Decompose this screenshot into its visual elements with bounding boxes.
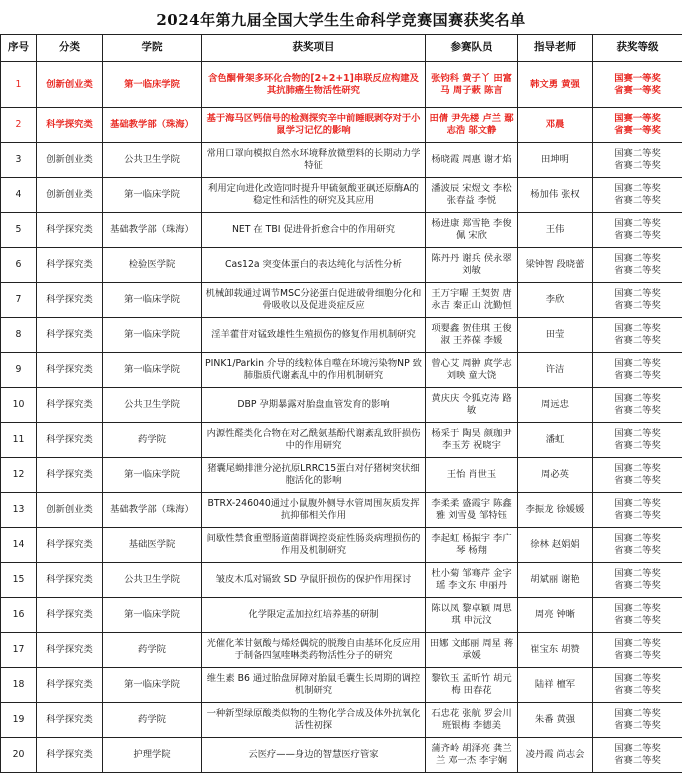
row-category: 科学探究类 [37, 668, 103, 703]
row-advisor: 杨加伟 张权 [518, 178, 593, 213]
header-team: 参赛队员 [426, 35, 518, 62]
row-project: 云医疗——身边的智慧医疗管家 [202, 738, 426, 773]
row-category: 科学探究类 [37, 318, 103, 353]
row-advisor: 邓晨 [518, 108, 593, 143]
row-category: 科学探究类 [37, 458, 103, 493]
row-index: 6 [1, 248, 37, 283]
award-line: 国赛二等奖 [614, 218, 661, 230]
award-line: 省赛二等奖 [614, 370, 661, 381]
row-college: 第一临床学院 [103, 598, 202, 633]
row-college: 药学院 [103, 703, 202, 738]
row-team: 项婴鑫 贺佳琪 王俊淑 王荞葆 李媛 [426, 318, 518, 353]
award-line: 省赛二等奖 [614, 405, 661, 416]
row-award-level [593, 458, 682, 493]
award-line: 省赛二等奖 [614, 615, 661, 626]
award-line: 省赛二等奖 [614, 300, 661, 311]
row-index: 13 [1, 493, 37, 528]
row-team: 潘波辰 宋煜文 李松 张春益 李悦 [426, 178, 518, 213]
row-advisor: 凌丹霞 尚志会 [518, 738, 593, 773]
row-advisor: 李振龙 徐媛媛 [518, 493, 593, 528]
row-award-level [593, 668, 682, 703]
row-project: Cas12a 突变体蛋白的表达纯化与活性分析 [202, 248, 426, 283]
table-row [1, 458, 682, 493]
row-college: 基础医学院 [103, 528, 202, 563]
row-college: 第一临床学院 [103, 283, 202, 318]
row-award-level [593, 703, 682, 738]
row-college: 基础教学部（珠海） [103, 493, 202, 528]
row-category: 科学探究类 [37, 248, 103, 283]
row-index: 15 [1, 563, 37, 598]
award-line: 国赛二等奖 [614, 743, 661, 755]
row-college: 公共卫生学院 [103, 563, 202, 598]
row-index: 5 [1, 213, 37, 248]
row-category: 创新创业类 [37, 62, 103, 108]
table-row [1, 248, 682, 283]
header-project: 获奖项目 [202, 35, 426, 62]
award-line: 国赛二等奖 [614, 428, 661, 440]
row-advisor: 田坤明 [518, 143, 593, 178]
award-line: 省赛二等奖 [614, 755, 661, 766]
row-team: 李柔柔 盛霞宇 陈鑫雅 刘雪曼 邹特钰 [426, 493, 518, 528]
award-line: 省赛二等奖 [614, 545, 661, 556]
row-team: 田娜 文邮丽 周星 蒋承媛 [426, 633, 518, 668]
award-line: 国赛二等奖 [614, 498, 661, 510]
row-index: 1 [1, 62, 37, 108]
row-college: 药学院 [103, 633, 202, 668]
row-project: 内源性醛类化合物在对乙酰氨基酚代谢紊乱致肝损伤中的作用研究 [202, 423, 426, 458]
row-advisor: 陆祥 檀军 [518, 668, 593, 703]
award-line: 国赛二等奖 [614, 288, 661, 300]
row-team: 张钧科 黄子丫 田富马 周子蔌 陈言 [426, 62, 518, 108]
row-award-level [593, 283, 682, 318]
award-line: 省赛二等奖 [614, 335, 661, 346]
row-category: 创新创业类 [37, 143, 103, 178]
row-advisor: 朱番 黄强 [518, 703, 593, 738]
row-advisor: 韩文勇 黄强 [518, 62, 593, 108]
table-row [1, 143, 682, 178]
row-award-level [593, 493, 682, 528]
row-index: 11 [1, 423, 37, 458]
header-category: 分类 [37, 35, 103, 62]
table-row [1, 668, 682, 703]
row-college: 公共卫生学院 [103, 388, 202, 423]
row-project: 皱皮木瓜对镉致 SD 孕鼠肝损伤的保护作用探讨 [202, 563, 426, 598]
row-category: 科学探究类 [37, 738, 103, 773]
row-college: 第一临床学院 [103, 318, 202, 353]
table-header-row [1, 35, 682, 62]
row-index: 8 [1, 318, 37, 353]
row-team: 王怡 肖世玉 [426, 458, 518, 493]
row-award-level [593, 563, 682, 598]
award-line: 国赛二等奖 [614, 603, 661, 615]
row-college: 基础教学部（珠海） [103, 108, 202, 143]
row-award-level [593, 318, 682, 353]
row-project: 基于海马区钙信号的检测探究辛中前睡眠剥夺对于小鼠学习记忆的影响 [202, 108, 426, 143]
row-team: 田倩 尹先楼 卢兰 鄢志浩 邬文静 [426, 108, 518, 143]
row-project: NET 在 TBI 促进骨折愈合中的作用研究 [202, 213, 426, 248]
row-advisor: 周远忠 [518, 388, 593, 423]
table-row [1, 738, 682, 773]
row-college: 药学院 [103, 423, 202, 458]
row-advisor: 胡斌丽 谢艳 [518, 563, 593, 598]
award-line: 省赛二等奖 [614, 720, 661, 731]
award-line: 省赛二等奖 [614, 685, 661, 696]
row-project: 光催化苯甘氨酸与烯烃偶烷的脱羧自由基环化反应用于制备四氢喹啉类药物活性分子的研究 [202, 633, 426, 668]
row-award-level [593, 388, 682, 423]
row-index: 20 [1, 738, 37, 773]
award-line: 省赛一等奖 [614, 84, 661, 96]
table-row [1, 283, 682, 318]
row-advisor: 潘虹 [518, 423, 593, 458]
row-advisor: 李欣 [518, 283, 593, 318]
award-line: 国赛二等奖 [614, 358, 661, 370]
row-college: 基础教学部（珠海） [103, 213, 202, 248]
row-index: 7 [1, 283, 37, 318]
row-category: 科学探究类 [37, 283, 103, 318]
award-line: 省赛二等奖 [614, 195, 661, 206]
row-award-level [593, 423, 682, 458]
row-advisor: 许洁 [518, 353, 593, 388]
row-index: 18 [1, 668, 37, 703]
row-category: 科学探究类 [37, 423, 103, 458]
table-row [1, 388, 682, 423]
row-award-level [593, 598, 682, 633]
award-line: 省赛二等奖 [614, 650, 661, 661]
award-line: 省赛二等奖 [614, 510, 661, 521]
row-advisor: 田莹 [518, 318, 593, 353]
row-project: 化学限定孟加拉红培养基的研制 [202, 598, 426, 633]
row-award-level [593, 213, 682, 248]
row-category: 科学探究类 [37, 213, 103, 248]
row-team: 黄庆庆 令狐克涛 路敏 [426, 388, 518, 423]
header-college: 学院 [103, 35, 202, 62]
row-project: 一种新型绿原酸类似物的生物化学合成及体外抗氧化活性初探 [202, 703, 426, 738]
award-line: 国赛一等奖 [614, 113, 661, 125]
row-award-level [593, 62, 682, 108]
award-line: 国赛二等奖 [614, 183, 661, 195]
row-category: 科学探究类 [37, 703, 103, 738]
row-team: 李起虹 杨振宇 李广琴 杨翔 [426, 528, 518, 563]
page-title: 2024年第九届全国大学生生命科学竞赛国赛获奖名单 [156, 11, 526, 29]
table-row [1, 493, 682, 528]
row-team: 王万宇曜 王契贺 唐永吉 秦正山 沈勤恒 [426, 283, 518, 318]
row-award-level [593, 108, 682, 143]
row-project: 含色酮骨架多环化合物的[2+2+1]串联反应构建及其抗肺癌生物活性研究 [202, 62, 426, 108]
row-category: 科学探究类 [37, 353, 103, 388]
row-index: 14 [1, 528, 37, 563]
table-row [1, 62, 682, 108]
row-college: 公共卫生学院 [103, 143, 202, 178]
row-award-level [593, 178, 682, 213]
row-team: 杨进康 郑雪艳 李俊佩 宋欣 [426, 213, 518, 248]
row-team: 杨采于 陶昊 颜珈尹 李玉芳 祝晓宇 [426, 423, 518, 458]
table-row [1, 633, 682, 668]
row-project: 常用口罩向模拟自然水环境释放微塑料的长期动力学特征 [202, 143, 426, 178]
row-team: 陈丹丹 谢兵 侯永翠 刘敏 [426, 248, 518, 283]
row-college: 第一临床学院 [103, 458, 202, 493]
row-team: 陈以凤 黎卓颖 周思琪 申沅汶 [426, 598, 518, 633]
row-award-level [593, 528, 682, 563]
row-advisor: 崔宝东 胡赞 [518, 633, 593, 668]
row-category: 科学探究类 [37, 633, 103, 668]
header-advisor: 指导老师 [518, 35, 593, 62]
row-award-level [593, 738, 682, 773]
award-line: 国赛二等奖 [614, 638, 661, 650]
table-row [1, 563, 682, 598]
award-line: 省赛二等奖 [614, 230, 661, 241]
row-project: 利用定向进化改造同时提升甲硫氨酸亚砜还原酶A的稳定性和活性的研究及其应用 [202, 178, 426, 213]
row-advisor: 梁钟智 段晓蕾 [518, 248, 593, 283]
row-project: 淫羊藿苷对锰致雄性生殖损伤的修复作用机制研究 [202, 318, 426, 353]
row-index: 16 [1, 598, 37, 633]
award-line: 省赛二等奖 [614, 580, 661, 591]
row-advisor: 王伟 [518, 213, 593, 248]
row-team: 杜小菊 邹骞芹 金字瑶 李文东 申丽丹 [426, 563, 518, 598]
row-award-level [593, 248, 682, 283]
row-advisor: 周必英 [518, 458, 593, 493]
row-project: BTRX-246040通过小鼠腹外侧导水管周围灰质发挥抗抑郁相关作用 [202, 493, 426, 528]
table-row [1, 423, 682, 458]
row-index: 3 [1, 143, 37, 178]
row-category: 科学探究类 [37, 563, 103, 598]
award-line: 省赛一等奖 [614, 125, 661, 136]
row-college: 第一临床学院 [103, 353, 202, 388]
row-award-level [593, 353, 682, 388]
row-index: 19 [1, 703, 37, 738]
table-row [1, 213, 682, 248]
row-project: 机械卸载通过调节MSC分泌蛋白促进破骨细胞分化和骨吸收以及促进炎症反应 [202, 283, 426, 318]
row-team: 杨晓霞 周惠 谢才焰 [426, 143, 518, 178]
table-row [1, 353, 682, 388]
row-college: 第一临床学院 [103, 668, 202, 703]
row-project: 间歇性禁食重塑肠道菌群调控炎症性肠炎病理损伤的作用及机制研究 [202, 528, 426, 563]
award-line: 省赛二等奖 [614, 475, 661, 486]
row-project: 猪囊尾蚴排泄分泌抗原LRRC15蛋白对仔猪树突状细胞活化的影响 [202, 458, 426, 493]
row-project: PINK1/Parkin 介导的线粒体自噬在环境污染物NP 致肺脂质代谢紊乱中的作用机制研究 [202, 353, 426, 388]
row-college: 检验医学院 [103, 248, 202, 283]
table-row [1, 318, 682, 353]
row-category: 科学探究类 [37, 528, 103, 563]
award-line: 省赛二等奖 [614, 265, 661, 276]
row-college: 第一临床学院 [103, 62, 202, 108]
row-project: DBP 孕期暴露对胎盘血管发育的影响 [202, 388, 426, 423]
row-project: 维生素 B6 通过胎盘屏障对胎鼠毛囊生长周期的调控机制研究 [202, 668, 426, 703]
row-index: 4 [1, 178, 37, 213]
row-index: 17 [1, 633, 37, 668]
award-line: 国赛二等奖 [614, 323, 661, 335]
row-category: 科学探究类 [37, 108, 103, 143]
row-team: 曾心艾 周翀 庹学志 刘映 童大饶 [426, 353, 518, 388]
award-line: 国赛二等奖 [614, 393, 661, 405]
row-college: 护理学院 [103, 738, 202, 773]
award-line: 国赛一等奖 [614, 72, 661, 84]
row-team: 黎钦玉 孟昕竹 胡元梅 田春花 [426, 668, 518, 703]
award-line: 国赛二等奖 [614, 673, 661, 685]
table-row [1, 108, 682, 143]
row-index: 2 [1, 108, 37, 143]
row-category: 科学探究类 [37, 598, 103, 633]
award-line: 国赛二等奖 [614, 148, 661, 160]
award-line: 国赛二等奖 [614, 568, 661, 580]
award-line: 国赛二等奖 [614, 708, 661, 720]
row-index: 12 [1, 458, 37, 493]
row-college: 第一临床学院 [103, 178, 202, 213]
row-award-level [593, 143, 682, 178]
table-row [1, 703, 682, 738]
row-category: 创新创业类 [37, 493, 103, 528]
row-index: 9 [1, 353, 37, 388]
header-index: 序号 [1, 35, 37, 62]
row-team: 石忠花 张航 罗会川 班银梅 李德美 [426, 703, 518, 738]
table-row [1, 178, 682, 213]
row-team: 蒲齐岭 胡泽亮 龚兰兰 邓一杰 李宇娴 [426, 738, 518, 773]
table-row [1, 598, 682, 633]
row-award-level [593, 633, 682, 668]
award-line: 省赛二等奖 [614, 160, 661, 171]
row-category: 创新创业类 [37, 178, 103, 213]
table-row [1, 528, 682, 563]
award-line: 国赛二等奖 [614, 463, 661, 475]
row-category: 科学探究类 [37, 388, 103, 423]
row-advisor: 周亮 钟晰 [518, 598, 593, 633]
awards-table [0, 34, 682, 773]
header-level: 获奖等级 [593, 35, 682, 62]
award-line: 国赛二等奖 [614, 533, 661, 545]
row-index: 10 [1, 388, 37, 423]
award-line: 国赛二等奖 [614, 253, 661, 265]
award-line: 省赛二等奖 [614, 440, 661, 451]
row-advisor: 徐林 赵娟娟 [518, 528, 593, 563]
